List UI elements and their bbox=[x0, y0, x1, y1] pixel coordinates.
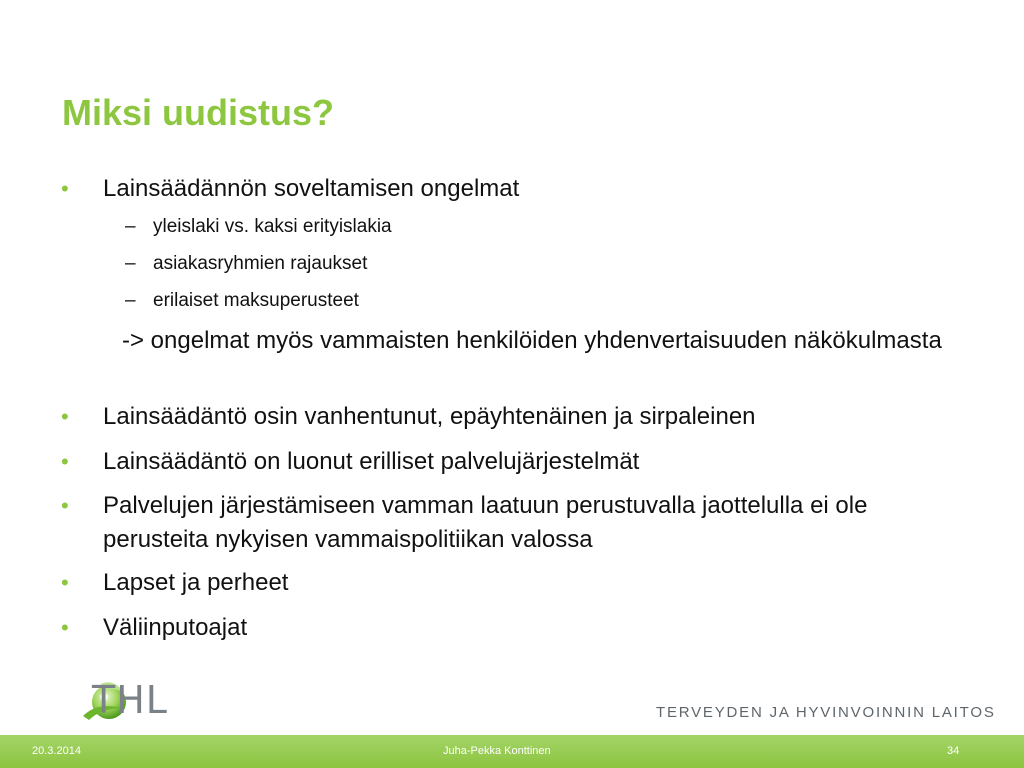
bullet-icon: • bbox=[61, 449, 69, 474]
bullet-icon: • bbox=[61, 404, 69, 429]
sub-bullet-item bbox=[125, 251, 368, 277]
bullet-item bbox=[61, 489, 953, 557]
logo-text: THL bbox=[92, 678, 168, 722]
bullet-icon: • bbox=[61, 176, 69, 201]
slide-title: Miksi uudistus? bbox=[62, 92, 335, 133]
bullet-item bbox=[61, 611, 953, 645]
dash-icon: – bbox=[125, 290, 136, 311]
bullet-text: Väliinputoajat bbox=[103, 614, 248, 641]
dash-icon: – bbox=[125, 216, 136, 237]
bullet-item bbox=[61, 400, 953, 434]
organization-name: TERVEYDEN JA HYVINVOINNIN LAITOS bbox=[656, 704, 996, 721]
page-number: 34 bbox=[947, 745, 960, 757]
sub-bullet-item bbox=[125, 214, 392, 240]
bullet-item bbox=[61, 172, 953, 206]
bullet-item bbox=[61, 566, 953, 600]
bullet-item bbox=[61, 445, 953, 479]
sub-bullet-item bbox=[125, 288, 359, 314]
sub-bullet-text: erilaiset maksuperusteet bbox=[153, 290, 359, 311]
bullet-icon: • bbox=[61, 615, 69, 640]
bullet-icon: • bbox=[61, 493, 69, 518]
dash-icon: – bbox=[125, 253, 136, 274]
bullet-text: Palvelujen järjestämiseen vamman laatuun perustuvalla jaottelulla ei ole perusteita nykyisen vammaispolitiikan valossa bbox=[103, 492, 868, 553]
bullet-text: Lainsäädäntö on luonut erilliset palvelujärjestelmät bbox=[103, 448, 640, 475]
bullet-text: Lainsäädäntö osin vanhentunut, epäyhtenäinen ja sirpaleinen bbox=[103, 403, 756, 430]
sub-bullet-text: asiakasryhmien rajaukset bbox=[153, 253, 368, 274]
sub-bullet-text: yleislaki vs. kaksi erityislakia bbox=[153, 216, 392, 237]
footer-date: 20.3.2014 bbox=[32, 745, 81, 757]
bullet-text: Lainsäädännön soveltamisen ongelmat bbox=[103, 175, 520, 202]
footer-author: Juha-Pekka Konttinen bbox=[443, 745, 551, 757]
footer-bar bbox=[0, 735, 1024, 768]
bullet-note: -> ongelmat myös vammaisten henkilöiden yhdenvertaisuuden näkökulmasta bbox=[122, 327, 942, 354]
bullet-text: Lapset ja perheet bbox=[103, 569, 289, 596]
bullet-icon: • bbox=[61, 570, 69, 595]
